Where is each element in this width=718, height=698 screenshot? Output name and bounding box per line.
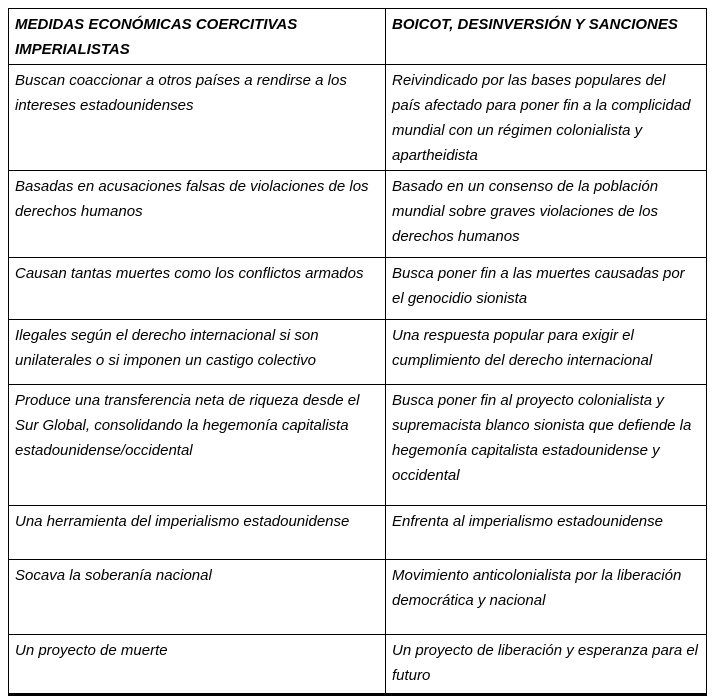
table-row [9,506,707,560]
header-cell-coercive-measures: MEDIDAS ECONÓMICAS COERCITIVAS IMPERIALISTAS [9,9,386,65]
cell-right: Movimiento anticolonialista por la liberación democrática y nacional [386,560,707,635]
cell-left: Socava la soberanía nacional [9,560,386,635]
cell-right: Una respuesta popular para exigir el cumplimiento del derecho internacional [386,320,707,385]
table-header-row [9,9,707,65]
cell-right: Reivindicado por las bases populares del país afectado para poner fin a la complicidad mundial con un régimen colonialista y apartheidista [386,65,707,171]
table-row [9,320,707,385]
cell-right: Enfrenta al imperialismo estadounidense [386,506,707,560]
table-row [9,258,707,320]
table-row [9,65,707,171]
cell-left: Una herramienta del imperialismo estadounidense [9,506,386,560]
cell-left: Ilegales según el derecho internacional si son unilaterales o si imponen un castigo colectivo [9,320,386,385]
cell-right: Busca poner fin al proyecto colonialista y supremacista blanco sionista que defiende la hegemonía capitalista estadounidense y occidental [386,385,707,506]
cell-left: Basadas en acusaciones falsas de violaciones de los derechos humanos [9,171,386,258]
comparison-table [8,8,707,696]
cell-right: Busca poner fin a las muertes causadas por el genocidio sionista [386,258,707,320]
cell-right: Un proyecto de liberación y esperanza para el futuro [386,635,707,695]
table-row [9,385,707,506]
cell-left: Causan tantas muertes como los conflictos armados [9,258,386,320]
cell-left: Un proyecto de muerte [9,635,386,695]
table-row [9,635,707,695]
table-row [9,560,707,635]
cell-left: Buscan coaccionar a otros países a rendirse a los intereses estadounidenses [9,65,386,171]
header-cell-bds: BOICOT, DESINVERSIÓN Y SANCIONES [386,9,707,65]
cell-left: Produce una transferencia neta de riqueza desde el Sur Global, consolidando la hegemonía capitalista estadounidense/occidental [9,385,386,506]
table-row [9,171,707,258]
cell-right: Basado en un consenso de la población mundial sobre graves violaciones de los derechos humanos [386,171,707,258]
